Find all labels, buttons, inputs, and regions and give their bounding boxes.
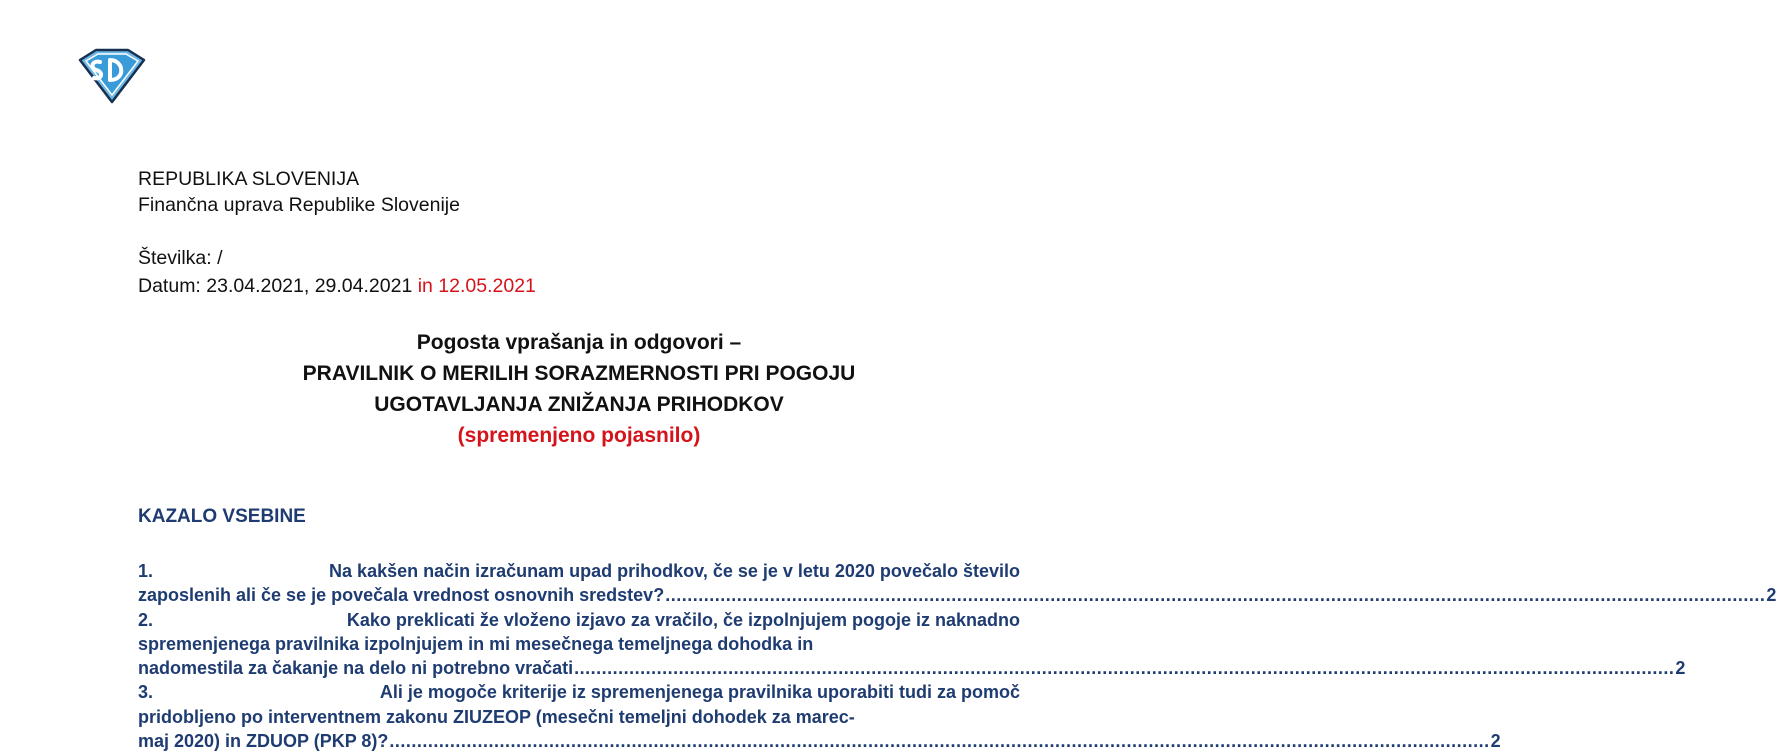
title-line-2: PRAVILNIK O MERILIH SORAZMERNOSTI PRI POGOJU: [302, 362, 856, 385]
country-name: REPUBLIKA SLOVENIJA: [138, 168, 360, 190]
toc-page-number: 2: [1766, 585, 1776, 606]
toc-entry-text: spremenjenega pravilnika izpolnjujem in mi mesečnega temeljnega dohodka in: [138, 633, 814, 654]
toc-dot-leader: ........................................................................................................................................................................................................: [665, 585, 1766, 606]
document-title: [138, 327, 1020, 451]
toc-dot-leader: ........................................................................................................................................................................................................: [389, 731, 1490, 752]
toc-entry-text: Na kakšen način izračunam upad prihodkov, če se je v letu 2020 povečalo število: [329, 561, 1020, 581]
toc-heading: KAZALO VSEBINE: [138, 506, 306, 527]
toc-entry[interactable]: [138, 680, 1501, 753]
toc-entry[interactable]: [138, 608, 1686, 681]
agency-name: Finančna uprava Republike Slovenije: [138, 194, 460, 216]
toc-entry-number: 2.: [138, 609, 154, 630]
toc-dot-leader: ........................................................................................................................................................................................................: [574, 658, 1675, 679]
issuer-block: [138, 166, 460, 218]
title-subtitle: (spremenjeno pojasnilo): [457, 424, 701, 447]
document-meta: [138, 244, 536, 300]
toc-page-number: 2: [1490, 731, 1501, 752]
date-added: in 12.05.2021: [412, 275, 536, 297]
toc-entry-text: Kako preklicati že vloženo izjavo za vračilo, če izpolnjujem pogoje iz naknadno: [346, 609, 1020, 630]
document-date: [138, 272, 536, 300]
toc-entry-text: pridobljeno po interventnem zakonu ZIUZEOP (mesečni temeljni dohodek za marec-: [138, 706, 855, 727]
toc-entry-text: nadomestila za čakanje na delo ni potrebno vračati: [138, 658, 574, 679]
toc-entry-text: maj 2020) in ZDUOP (PKP 8)?: [138, 731, 389, 752]
table-of-contents: [138, 559, 1776, 753]
toc-entry-text: zaposlenih ali če se je povečala vrednost osnovnih sredstev?: [138, 585, 665, 606]
toc-entry-number: 3.: [138, 682, 154, 703]
title-line-1: Pogosta vprašanja in odgovori –: [416, 331, 742, 354]
toc-page-number: 2: [1675, 658, 1686, 679]
logo-icon: [76, 46, 148, 106]
date-original: Datum: 23.04.2021, 29.04.2021: [138, 275, 413, 297]
document-number: Številka: /: [138, 247, 223, 269]
title-line-3: UGOTAVLJANJA ZNIŽANJA PRIHODKOV: [374, 393, 784, 416]
toc-entry[interactable]: [138, 559, 1776, 608]
toc-entry-number: 1.: [138, 561, 154, 581]
toc-entry-text: Ali je mogoče kriterije iz spremenjenega pravilnika uporabiti tudi za pomoč: [379, 682, 1020, 703]
